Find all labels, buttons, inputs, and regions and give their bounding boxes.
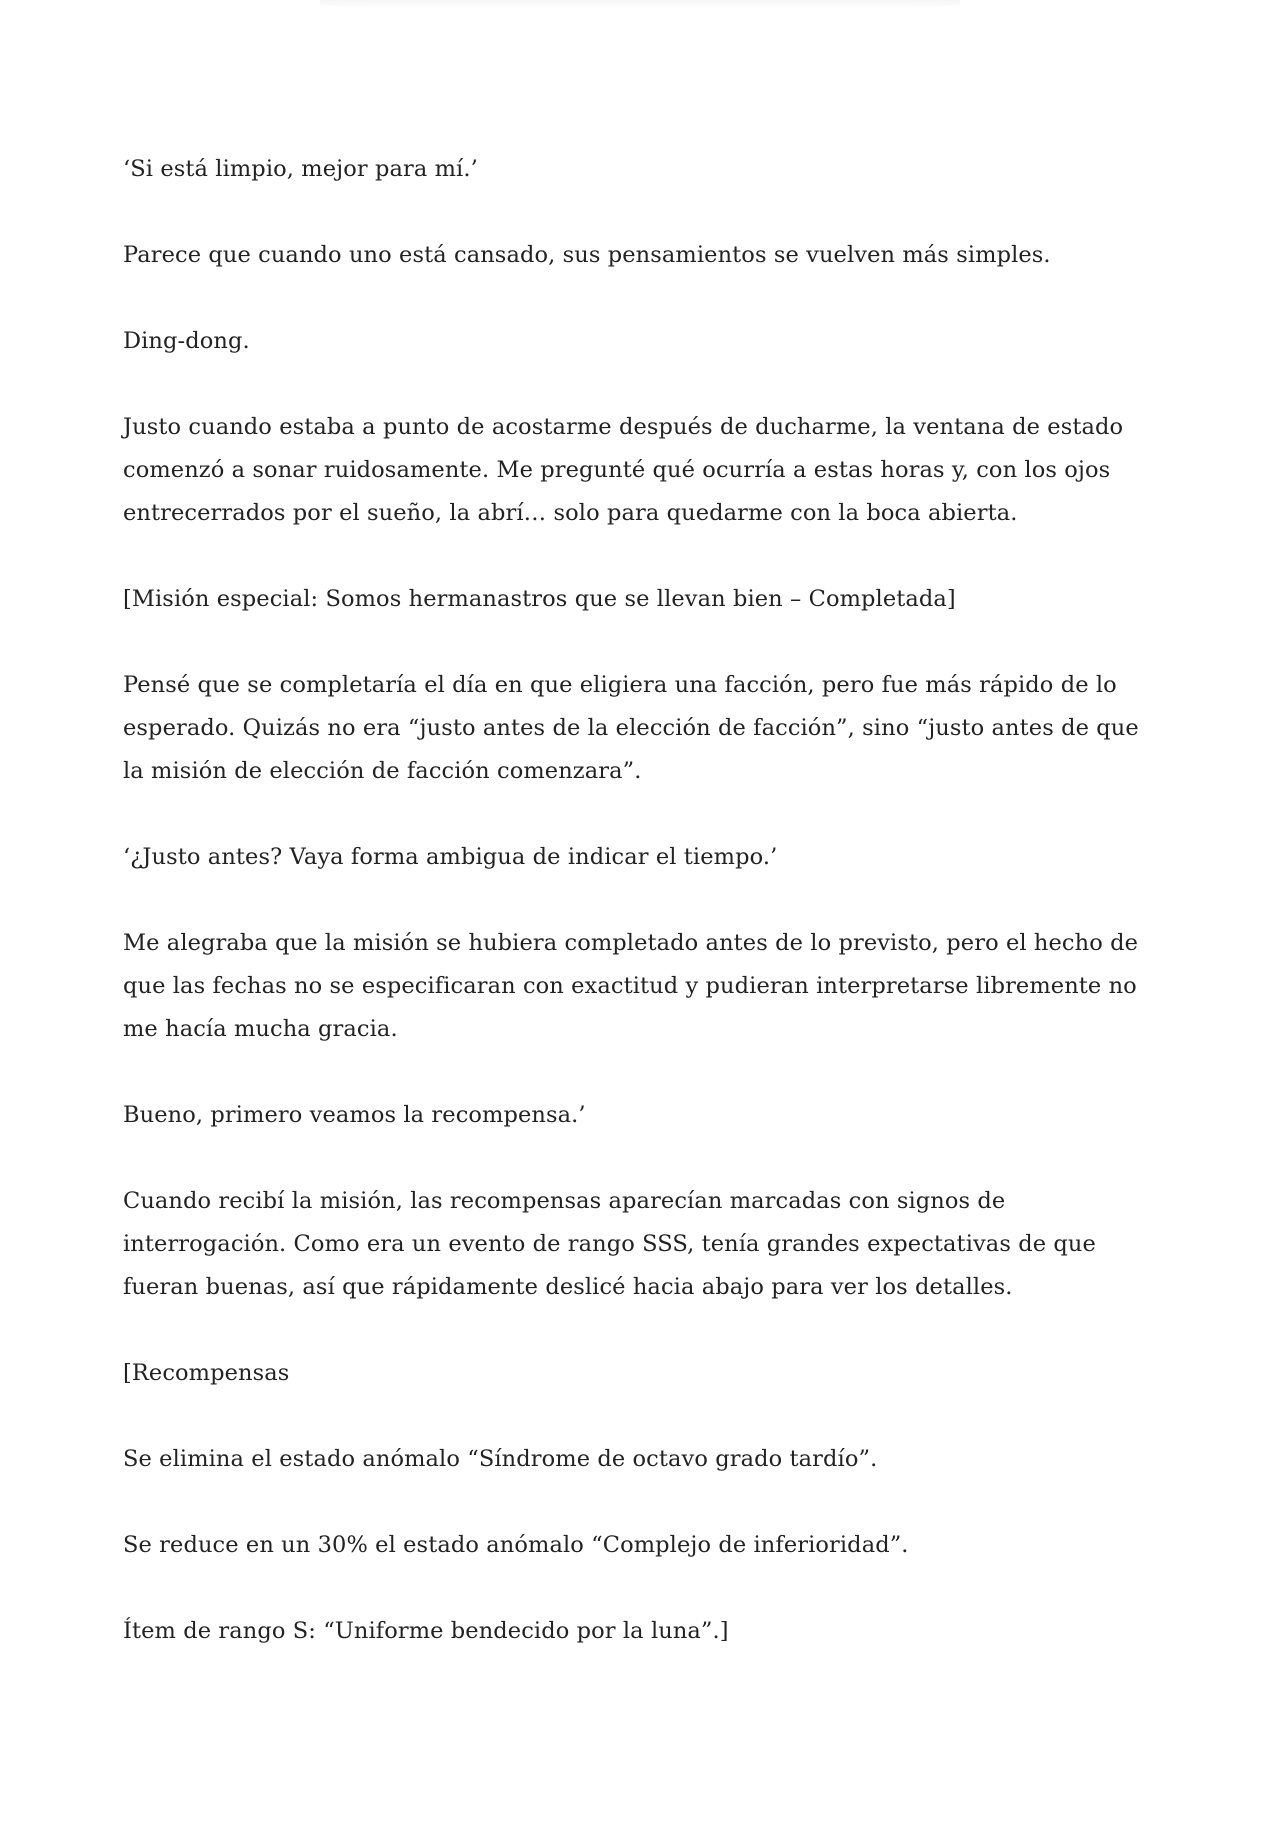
top-edge-shadow <box>320 0 960 10</box>
paragraph: Cuando recibí la misión, las recompensas aparecían marcadas con signos de interrogación. Como era un evento de rango SSS, tenía grandes expectativas de que fueran buenas, así que rápidamente deslicé hacia abajo para ver los detalles. <box>123 1188 1096 1300</box>
paragraph: [Recompensas <box>123 1360 290 1386</box>
paragraph: Pensé que se completaría el día en que eligiera una facción, pero fue más rápido de lo esperado. Quizás no era “justo antes de la elección de facción”, sino “justo antes de que la misión de elección de facción comenzara”. <box>123 672 1139 784</box>
paragraph: Se elimina el estado anómalo “Síndrome de octavo grado tardío”. <box>123 1446 878 1472</box>
paragraph: [Misión especial: Somos hermanastros que se llevan bien – Completada] <box>123 586 956 612</box>
paragraph: Se reduce en un 30% el estado anómalo “Complejo de inferioridad”. <box>123 1532 909 1558</box>
document-body <box>123 148 1163 1696</box>
paragraph: Ding-dong. <box>123 328 250 354</box>
paragraph: Parece que cuando uno está cansado, sus pensamientos se vuelven más simples. <box>123 242 1051 268</box>
paragraph: ‘¿Justo antes? Vaya forma ambigua de indicar el tiempo.’ <box>123 844 778 870</box>
paragraph: Justo cuando estaba a punto de acostarme después de ducharme, la ventana de estado comenzó a sonar ruidosamente. Me pregunté qué ocurría a estas horas y, con los ojos entrecerrados por el sueño, la abrí… solo para quedarme con la boca abierta. <box>123 414 1124 526</box>
paragraph: Bueno, primero veamos la recompensa.’ <box>123 1102 586 1128</box>
paragraph: Me alegraba que la misión se hubiera completado antes de lo previsto, pero el hecho de que las fechas no se especificaran con exactitud y pudieran interpretarse libremente no me hacía mucha gracia. <box>123 930 1139 1042</box>
paragraph: Ítem de rango S: “Uniforme bendecido por la luna”.] <box>123 1618 729 1644</box>
paragraph: ‘Si está limpio, mejor para mí.’ <box>123 156 478 182</box>
